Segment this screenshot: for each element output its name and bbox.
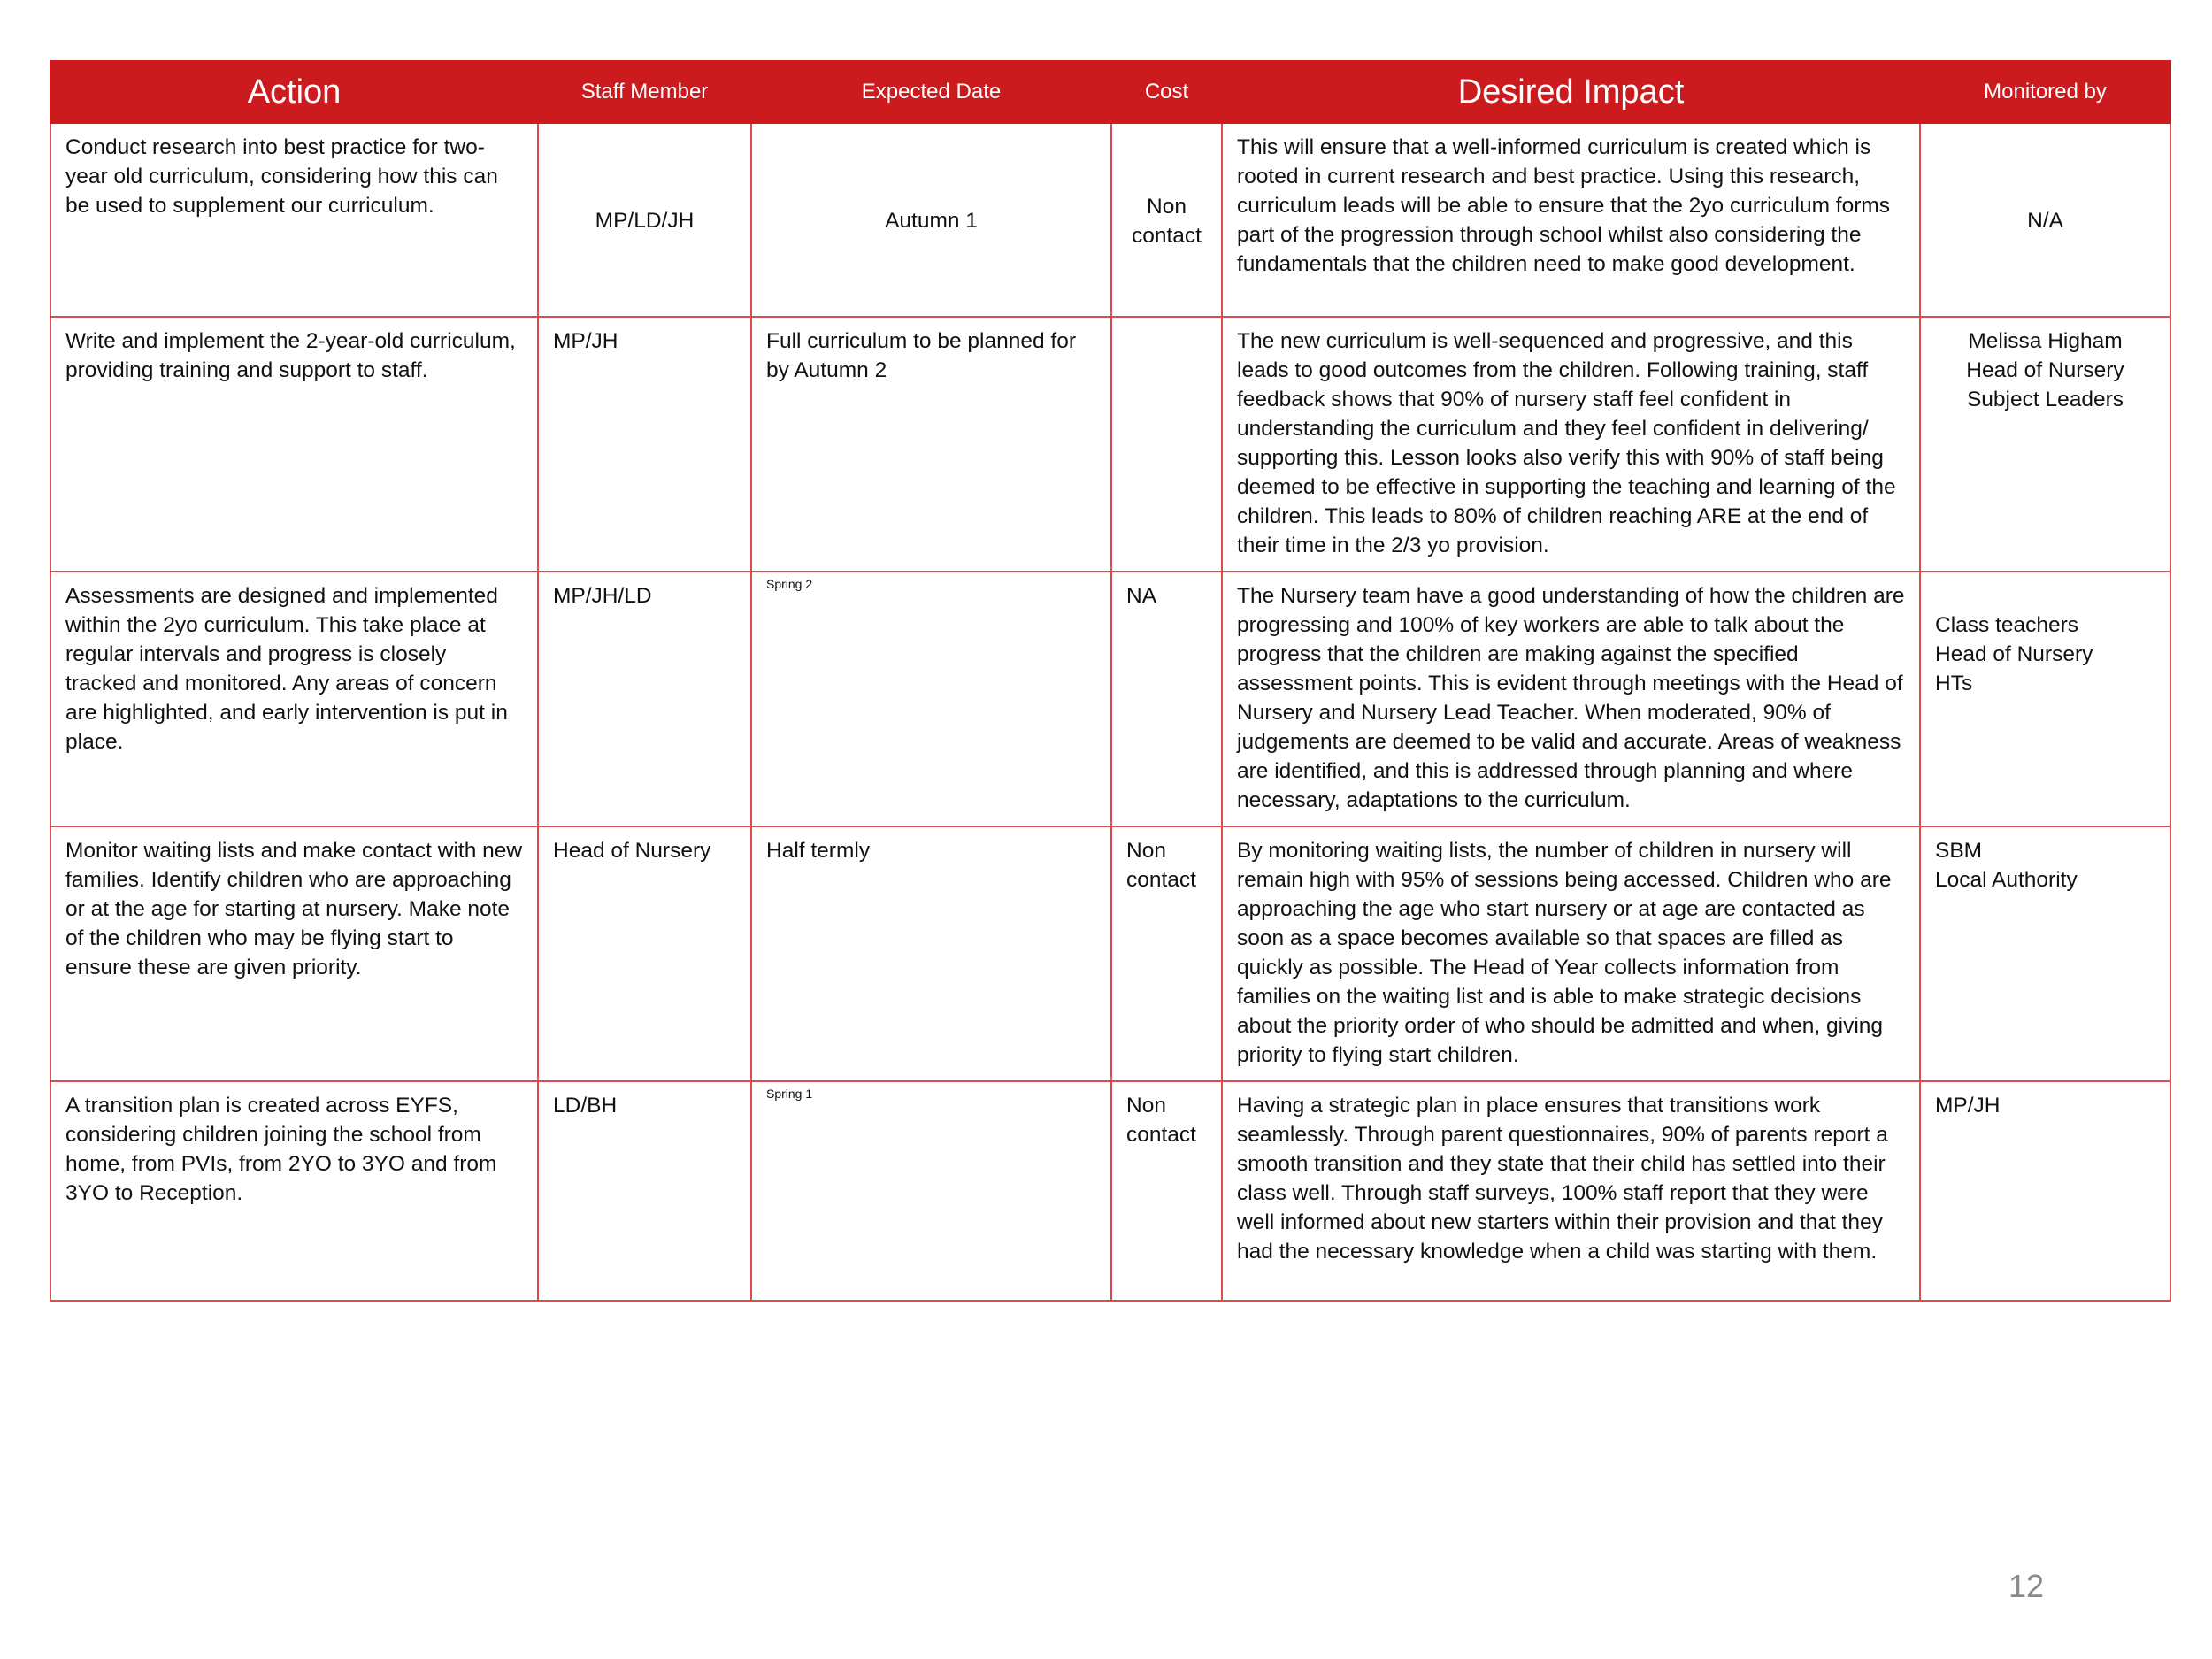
impact-cell: The Nursery team have a good understanding of how the children are progressing and 100% of key workers are able to talk about the progress that the children are making against the specified assessment points. This is evident through meetings with the Head of Nursery and Nursery Lead Teacher. When moderated, 90% of judgements are deemed to be valid and accurate. Areas of weakness are identified, and this is addressed through planning and where necessary, adaptations to the curriculum. [1222,572,1920,826]
staff-cell: LD/BH [538,1081,751,1301]
table-row [50,826,2170,1081]
table-row [50,572,2170,826]
action-cell: A transition plan is created across EYFS, considering children joining the school from home, from PVIs, from 2YO to 3YO and from 3YO to Reception. [50,1081,538,1301]
table-header-row [50,61,2170,123]
cost-cell: NA [1111,572,1222,826]
impact-cell: By monitoring waiting lists, the number of children in nursery will remain high with 95% of sessions being accessed. Children who are approaching the age who start nursery or at age are contacted as soon as a space becomes available so that spaces are filled as quickly as possible. The Head of Year collects information from families on the waiting list and is able to make strategic decisions about the priority order of who should be admitted and when, giving priority to flying start children. [1222,826,1920,1081]
date-cell: Half termly [751,826,1111,1081]
monitored-cell [1920,572,2170,826]
page-number: 12 [2008,1568,2045,1604]
staff-cell: MP/JH [538,317,751,572]
monitored-line: SBM [1935,839,1983,863]
monitored-cell [1920,1081,2170,1301]
header-cost: Cost [1111,61,1222,123]
date-cell: Autumn 1 [751,123,1111,317]
impact-cell: The new curriculum is well-sequenced and progressive, and this leads to good outcomes from the children. Following training, staff feedback shows that 90% of nursery staff feel confident in understanding the curriculum and they feel confident in delivering/ supporting this. Lesson looks also verify this with 90% of staff being deemed to be effective in supporting the teaching and learning of the children. This leads to 80% of children reaching ARE at the end of their time in the 2/3 yo provision. [1222,317,1920,572]
staff-cell: MP/JH/LD [538,572,751,826]
impact-cell: Having a strategic plan in place ensures that transitions work seamlessly. Through parent questionnaires, 90% of parents report a smooth transition and they state that their child has settled into their class well. Through staff surveys, 100% staff report that they were well informed about new starters within their provision and that they had the necessary knowledge when a child was starting with them. [1222,1081,1920,1301]
table-row [50,1081,2170,1301]
header-action: Action [50,61,538,123]
header-monitored-by: Monitored by [1920,61,2170,123]
action-cell: Monitor waiting lists and make contact with new families. Identify children who are approaching or at the age for starting at nursery. Make note of the children who may be flying start to ensure these are given priority. [50,826,538,1081]
cost-cell [1111,317,1222,572]
monitored-cell [1920,123,2170,317]
header-expected-date: Expected Date [751,61,1111,123]
header-desired-impact: Desired Impact [1222,61,1920,123]
action-cell: Assessments are designed and implemented within the 2yo curriculum. This take place at regular intervals and progress is closely tracked and monitored. Any areas of concern are highlighted, and early intervention is put in place. [50,572,538,826]
monitored-line: Melissa Higham [1968,329,2123,353]
monitored-line: Head of Nursery [1935,642,2093,666]
action-cell: Write and implement the 2-year-old curriculum, providing training and support to staff. [50,317,538,572]
cost-cell: Non contact [1111,826,1222,1081]
impact-cell: This will ensure that a well-informed curriculum is created which is rooted in current research and best practice. Using this research, curriculum leads will be able to ensure that the 2yo curriculum forms part of the progression through school whilst also considering the fundamentals that the children need to make good development. [1222,123,1920,317]
staff-cell: MP/LD/JH [538,123,751,317]
date-cell: Spring 1 [751,1081,1111,1301]
cost-cell: Non contact [1111,123,1222,317]
header-staff-member: Staff Member [538,61,751,123]
table-row [50,317,2170,572]
action-cell: Conduct research into best practice for two-year old curriculum, considering how this can be used to supplement our curriculum. [50,123,538,317]
date-cell: Spring 2 [751,572,1111,826]
monitored-line: Class teachers [1935,613,2079,637]
table-row [50,123,2170,317]
monitored-line: MP/JH [1935,1094,2001,1118]
action-plan-table [50,60,2171,1302]
monitored-line: Subject Leaders [1966,388,2124,411]
monitored-line: N/A [2027,209,2063,233]
staff-cell: Head of Nursery [538,826,751,1081]
monitored-cell [1920,317,2170,572]
date-cell: Full curriculum to be planned for by Autumn 2 [751,317,1111,572]
monitored-line: HTs [1935,672,1973,695]
cost-cell: Non contact [1111,1081,1222,1301]
monitored-line: Local Authority [1935,868,2078,892]
monitored-cell [1920,826,2170,1081]
monitored-line: Head of Nursery [1966,358,2124,382]
